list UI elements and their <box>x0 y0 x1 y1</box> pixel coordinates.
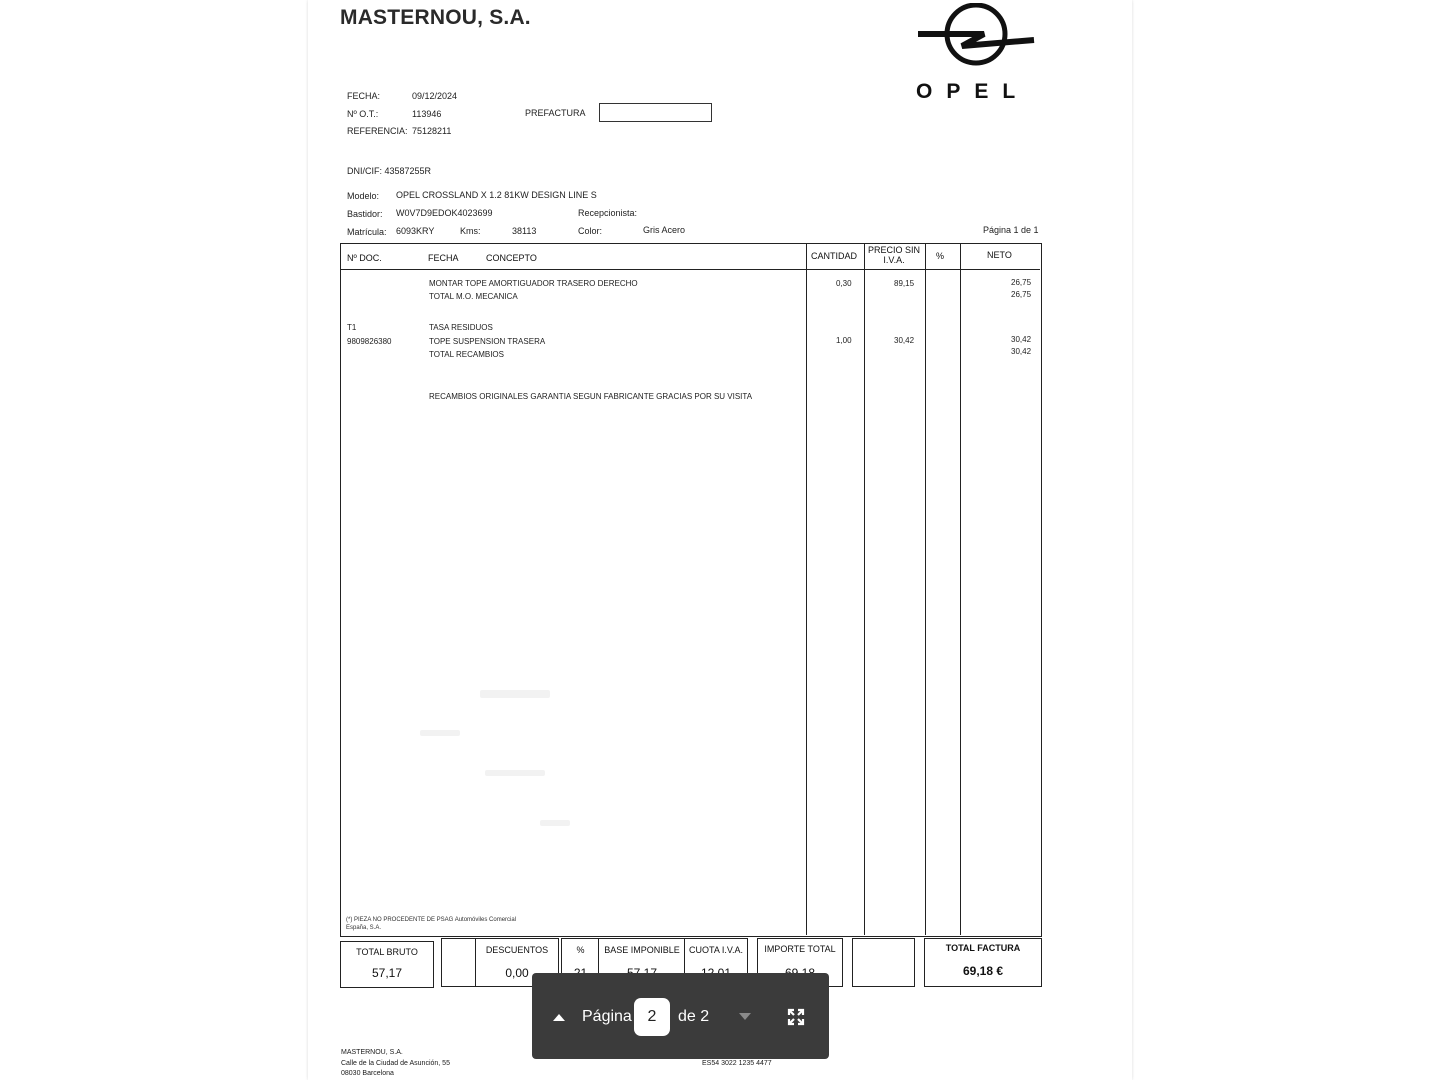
scan-mark <box>480 690 550 698</box>
row-cantidad: 0,30 <box>836 279 852 288</box>
total-bruto-box <box>340 941 434 988</box>
referencia-label: REFERENCIA: <box>347 126 408 136</box>
arrow-up-icon <box>550 1008 568 1026</box>
row-concepto: MONTAR TOPE AMORTIGUADOR TRASERO DERECHO <box>429 279 638 288</box>
footer-address-1: Calle de la Ciudad de Asunción, 55 <box>341 1060 450 1067</box>
col-divider <box>864 243 865 935</box>
scan-mark <box>485 770 545 776</box>
header-precio: PRECIO SIN I.V.A. <box>868 245 921 265</box>
row-concepto: TOPE SUSPENSION TRASERA <box>429 337 546 346</box>
header-pct: % <box>936 251 945 261</box>
page-number-input[interactable]: 2 <box>634 998 670 1036</box>
recepcionista-label: Recepcionista: <box>578 208 638 218</box>
row-concepto: TASA RESIDUOS <box>429 323 493 332</box>
descuentos-label: DESCUENTOS <box>485 945 549 955</box>
table-note: RECAMBIOS ORIGINALES GARANTIA SEGUN FABRICANTE GRACIAS POR SU VISITA <box>429 392 753 401</box>
header-concepto: CONCEPTO <box>486 253 537 263</box>
ot-value: 113946 <box>412 109 442 119</box>
header-doc: Nº DOC. <box>347 253 382 263</box>
row-doc: T1 <box>347 323 357 332</box>
row-neto: 30,42 <box>1011 347 1032 356</box>
footnote-line-2: España, S.A. <box>346 925 382 931</box>
header-cantidad: CANTIDAD <box>811 251 858 261</box>
footer-bank-2: ES54 3022 1235 4477 <box>702 1060 772 1067</box>
col-divider <box>925 243 926 935</box>
color-label: Color: <box>578 226 603 236</box>
matricula-value: 6093KRY <box>396 226 435 236</box>
footnote-line-1: (*) PIEZA NO PROCEDENTE DE PSAG Automóviles Comercial <box>346 917 517 923</box>
dni-cif: DNI/CIF: 43587255R <box>347 166 432 176</box>
row-concepto: TOTAL M.O. MECANICA <box>429 292 518 301</box>
base-label: BASE IMPONIBLE <box>604 945 680 955</box>
scan-mark <box>540 820 570 826</box>
total-bruto-value: 57,17 <box>371 966 403 980</box>
bastidor-value: W0V7D9EDOK4023699 <box>396 208 493 218</box>
row-neto: 26,75 <box>1011 278 1032 287</box>
col-divider <box>960 243 961 935</box>
row-neto: 30,42 <box>1011 335 1032 344</box>
modelo-value: OPEL CROSSLAND X 1.2 81KW DESIGN LINE S <box>396 190 597 200</box>
page-total-label: de 2 <box>678 1008 710 1025</box>
row-neto: 26,75 <box>1011 290 1032 299</box>
row-cantidad: 1,00 <box>836 336 852 345</box>
footer-address-2: 08030 Barcelona <box>341 1070 394 1077</box>
fullscreen-icon <box>786 1007 806 1027</box>
ot-label: Nº O.T.: <box>347 109 379 119</box>
total-factura-box <box>924 938 1042 987</box>
row-concepto: TOTAL RECAMBIOS <box>429 350 504 359</box>
brand-name: OPEL <box>916 80 1030 103</box>
bastidor-label: Bastidor: <box>347 209 383 219</box>
row-precio: 89,15 <box>894 279 915 288</box>
header-neto: NETO <box>987 250 1012 260</box>
blank-box <box>852 938 915 987</box>
matricula-label: Matrícula: <box>347 227 387 237</box>
company-name: MASTERNOU, S.A. <box>340 6 531 29</box>
prefactura-label: PREFACTURA <box>525 108 586 118</box>
referencia-value: 75128211 <box>412 126 452 136</box>
next-page-button[interactable] <box>736 1008 754 1026</box>
blank-box <box>441 938 477 987</box>
row-doc: 9809826380 <box>347 337 392 346</box>
color-value: Gris Acero <box>643 225 686 235</box>
modelo-label: Modelo: <box>347 191 380 201</box>
prefactura-box <box>599 103 712 122</box>
kms-value: 38113 <box>512 226 537 236</box>
descuentos-value: 0,00 <box>505 966 529 980</box>
opel-logo-icon <box>914 0 1038 78</box>
footer-company: MASTERNOU, S.A. <box>341 1049 403 1056</box>
row-precio: 30,42 <box>894 336 915 345</box>
fullscreen-button[interactable] <box>786 1007 806 1027</box>
fecha-label: FECHA: <box>347 91 381 101</box>
importe-label: IMPORTE TOTAL <box>764 944 836 954</box>
kms-label: Kms: <box>460 226 481 236</box>
total-factura-value: 69,18 € <box>962 964 1004 978</box>
fecha-value: 09/12/2024 <box>412 91 458 101</box>
col-divider <box>806 243 807 935</box>
pagina-label: Página 1 de 1 <box>983 225 1039 235</box>
header-fecha: FECHA <box>428 253 459 263</box>
pct-label: % <box>576 945 585 955</box>
cuota-label: CUOTA I.V.A. <box>688 945 744 955</box>
invoice-table <box>340 243 1042 937</box>
arrow-down-icon <box>736 1008 754 1026</box>
page-label: Página <box>582 1008 632 1025</box>
scan-mark <box>420 730 460 736</box>
total-factura-label: TOTAL FACTURA <box>945 943 1021 953</box>
total-bruto-label: TOTAL BRUTO <box>356 947 418 957</box>
table-header-divider <box>340 269 1040 270</box>
previous-page-button[interactable] <box>550 1008 568 1026</box>
